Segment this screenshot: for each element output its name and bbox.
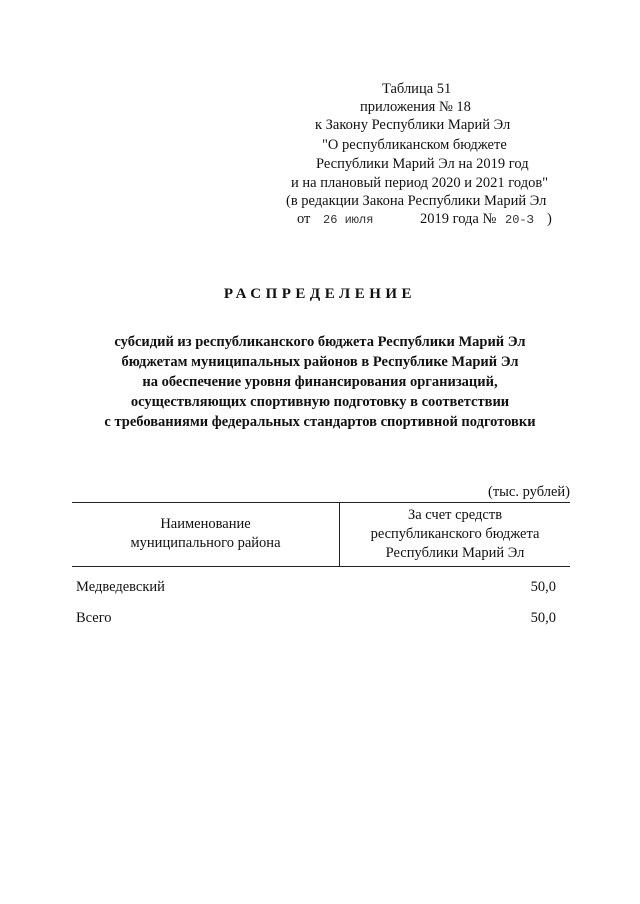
header-line: Таблица 51 bbox=[382, 81, 452, 97]
subtitle-line: осуществляющих спортивную подготовку в соответствии bbox=[130, 394, 510, 410]
header-line: приложения № 18 bbox=[360, 99, 471, 115]
header-date-close: ) bbox=[547, 211, 552, 227]
header-date-number: 20-З bbox=[505, 213, 534, 227]
document-subtitle bbox=[0, 332, 640, 432]
table-row-name: Всего bbox=[76, 610, 112, 626]
header-line: (в редакции Закона Республики Марий Эл bbox=[286, 193, 547, 209]
table-row-value: 50,0 bbox=[530, 579, 556, 595]
table-row-name: Медведевский bbox=[76, 579, 165, 595]
header-line: и на плановый период 2020 и 2021 годов" bbox=[291, 175, 549, 191]
column-header-line: Республики Марий Эл bbox=[385, 545, 525, 561]
table-row-value: 50,0 bbox=[530, 610, 556, 626]
header-line: к Закону Республики Марий Эл bbox=[315, 117, 511, 133]
subtitle-line: бюджетам муниципальных районов в Республике Марий Эл bbox=[121, 354, 519, 370]
column-header-amount bbox=[340, 506, 570, 563]
header-line: Республики Марий Эл на 2019 год bbox=[316, 156, 529, 172]
header-date-day: 26 июля bbox=[323, 213, 374, 227]
column-header-line: республиканского бюджета bbox=[370, 526, 540, 542]
column-header-line: За счет средств bbox=[407, 507, 503, 523]
header-line: "О республиканском бюджете bbox=[322, 137, 507, 153]
document-title: РАСПРЕДЕЛЕНИЕ bbox=[223, 286, 417, 302]
subtitle-line: с требованиями федеральных стандартов спортивной подготовки bbox=[104, 414, 536, 430]
subtitle-line: на обеспечение уровня финансирования организаций, bbox=[142, 374, 498, 390]
header-date-prefix: от bbox=[297, 211, 311, 227]
table-top-border bbox=[72, 502, 570, 503]
subtitle-line: субсидий из республиканского бюджета Республики Марий Эл bbox=[114, 334, 526, 350]
column-header-line: Наименование bbox=[160, 516, 251, 532]
header-date-year: 2019 года № bbox=[420, 211, 497, 227]
units-label: (тыс. рублей) bbox=[488, 484, 570, 500]
column-header-district bbox=[72, 515, 339, 553]
column-header-line: муниципального района bbox=[130, 535, 281, 551]
table-header-border bbox=[72, 566, 570, 567]
